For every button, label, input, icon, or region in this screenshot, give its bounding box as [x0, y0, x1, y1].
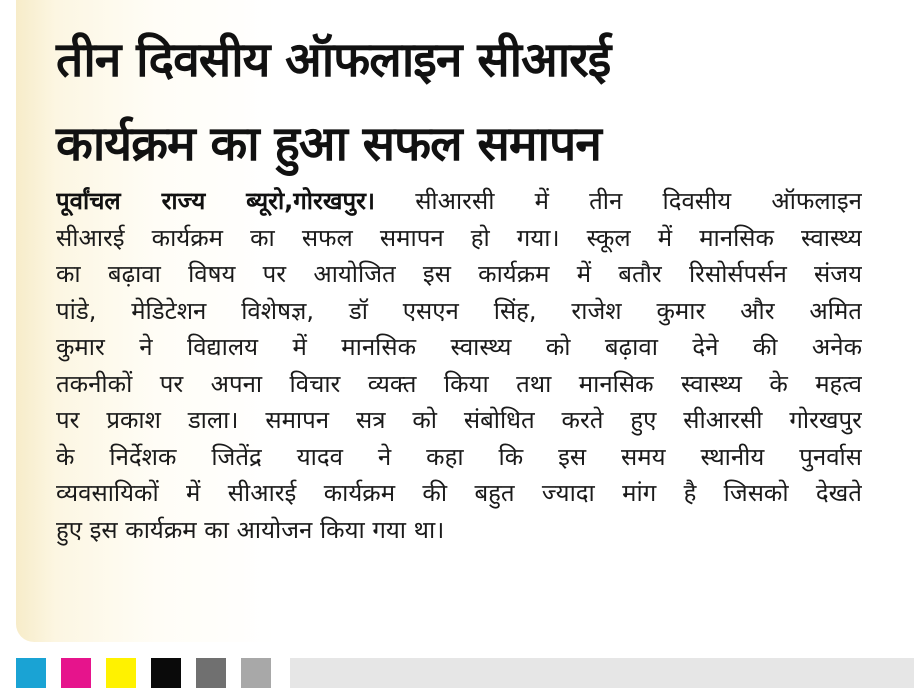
body-line-9: व्यवसायिकों में सीआरई कार्यक्रम की बहुत ज्यादा मांग है जिसको देखते [56, 479, 862, 507]
headline-line-2: कार्यक्रम का हुआ सफल समापन [56, 116, 601, 172]
body-line-5: कुमार ने विद्यालय में मानसिक स्वास्थ्य को बढ़ावा देने की अनेक [56, 333, 862, 361]
light-gray-swatch [241, 658, 271, 688]
black-swatch [151, 658, 181, 688]
body-line-2: सीआरई कार्यक्रम का सफल समापन हो गया। स्कूल में मानसिक स्वास्थ्य [56, 223, 862, 252]
article-headline [56, 18, 896, 186]
headline-line-1: तीन दिवसीय ऑफलाइन सीआरई [56, 32, 611, 88]
print-color-bar [16, 658, 914, 688]
dark-gray-swatch [196, 658, 226, 688]
body-line-3: का बढ़ावा विषय पर आयोजित इस कार्यक्रम में बतौर रिसोर्सपर्सन संजय [56, 260, 862, 288]
newspaper-clipping [16, 0, 914, 642]
magenta-swatch [61, 658, 91, 688]
body-line-1 [56, 183, 862, 220]
gray-strip [290, 658, 914, 688]
body-line-8: के निर्देशक जितेंद्र यादव ने कहा कि इस समय स्थानीय पुनर्वास [56, 442, 862, 471]
article-body [56, 183, 862, 548]
yellow-swatch [106, 658, 136, 688]
body-line-4: पांडे, मेडिटेशन विशेषज्ञ, डॉ एसएन सिंह, राजेश कुमार और अमित [56, 296, 862, 325]
dateline: पूर्वांचल राज्य ब्यूरो,गोरखपुर। [56, 187, 376, 215]
body-line-7: पर प्रकाश डाला। समापन सत्र को संबोधित करते हुए सीआरसी गोरखपुर [56, 406, 862, 434]
body-line-1-text: सीआरसी में तीन दिवसीय ऑफलाइन [375, 187, 862, 215]
body-line-6: तकनीकों पर अपना विचार व्यक्त किया तथा मानसिक स्वास्थ्य के महत्व [56, 369, 862, 398]
cyan-swatch [16, 658, 46, 688]
body-line-10: हुए इस कार्यक्रम का आयोजन किया गया था। [56, 515, 445, 544]
